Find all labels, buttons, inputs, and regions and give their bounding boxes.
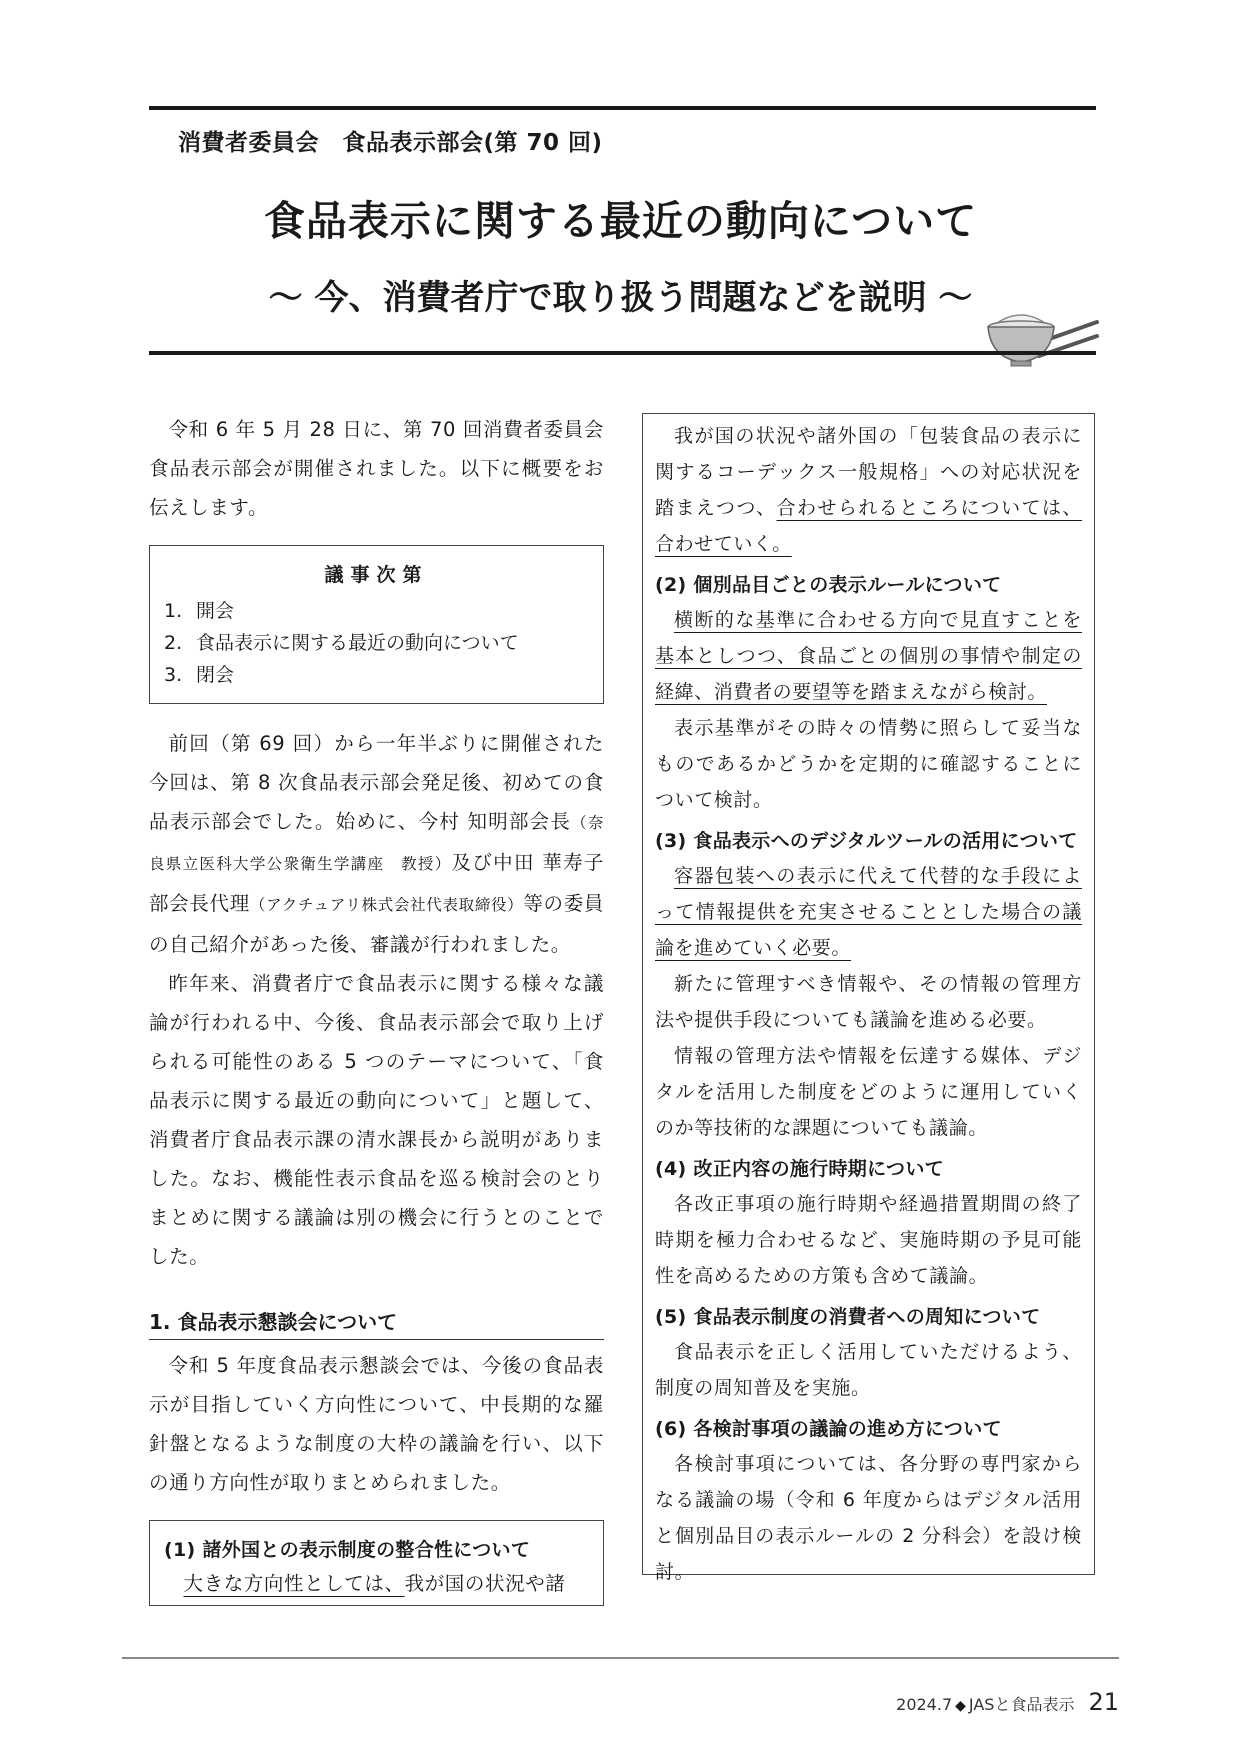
page-subtitle: ～ 今、消費者庁で取り扱う問題などを説明 ～ — [268, 278, 973, 318]
footer-issue: 2024.7 — [896, 1695, 953, 1714]
agenda-item: 2. 食品表示に関する最近の動向について — [164, 632, 519, 654]
footer-rule — [122, 1657, 1119, 1659]
direction-2-text: 横断的な基準に合わせる方向で見直すことを基本としつつ、食品ごとの個別の事情や制定の経緯、消費者の要望等を踏まえながら検討。 — [655, 609, 1082, 703]
direction-4-title: (4) 改正内容の施行時期について — [655, 1158, 944, 1180]
direction-5-title: (5) 食品表示制度の消費者への周知について — [655, 1306, 1041, 1328]
directions-box-part-2 — [642, 413, 1095, 1583]
section-paragraph: 令和 5 年度食品表示懇談会では、今後の食品表示が目指していく方向性について、中長期的な羅針盤となるような制度の大枠の議論を行い、以下の通り方向性が取りまとめられました。 — [149, 1354, 604, 1494]
direction-1-text-start: 大きな方向性としては、我が国の状況や諸 — [183, 1572, 566, 1595]
direction-1-title: (1) 諸外国との表示制度の整合性について — [164, 1539, 531, 1561]
agenda-item: 1. 開会 — [164, 600, 235, 622]
directions-box-part-1 — [149, 1520, 604, 1606]
rice-bowl-icon — [975, 300, 1100, 372]
footer-magazine: JASと食品表示 — [968, 1695, 1075, 1714]
header-label: 消費者委員会 食品表示部会(第 70 回) — [178, 130, 603, 156]
direction-1-text: 我が国の状況や諸外国の「包装食品の表示に関するコーデックス一般規格」への対応状況を踏まえつつ、合わせられるところについては、合わせていく。 — [655, 425, 1083, 555]
direction-3-text-3: 情報の管理方法や情報を伝達する媒体、デジタルを活用した制度をどのように運用していくのか等技術的な課題についても議論。 — [655, 1045, 1082, 1139]
direction-4-text: 各改正事項の施行時期や経過措置期間の終了時期を極力合わせるなど、実施時期の予見可能性を高めるための方策も含めて議論。 — [655, 1193, 1082, 1287]
direction-2-text-2: 表示基準がその時々の情勢に照らして妥当なものであるかどうかを定期的に確認することについて検討。 — [655, 717, 1082, 811]
intro-paragraph: 令和 6 年 5 月 28 日に、第 70 回消費者委員会 食品表示部会が開催されました。以下に概要をお伝えします。 — [149, 418, 625, 519]
left-column — [149, 410, 625, 1606]
agenda-box — [149, 545, 604, 704]
direction-6-text: 各検討事項については、各分野の専門家からなる議論の場（令和 6 年度からはデジタル活用と個別品目の表示ルールの 2 分科会）を設け検討。 — [655, 1453, 1082, 1583]
body-paragraph-1: 前回（第 69 回）から一年半ぶりに開催された今回は、第 8 次食品表示部会発足後、初めての食品表示部会でした。始めに、今村 知明部会長（奈良県立医科大学公衆衛生学講座 教授）及び中田 華寿子部会長代理（アクチュアリ株式会社代表取締役）等の委員の自己紹介があった後、審議が行われました。 — [149, 732, 604, 956]
page-number: 21 — [1088, 1688, 1119, 1716]
direction-5-text: 食品表示を正しく活用していただけるよう、制度の周知普及を実施。 — [655, 1341, 1082, 1399]
direction-6-title: (6) 各検討事項の議論の進め方について — [655, 1418, 1002, 1440]
body-paragraph-2: 昨年来、消費者庁で食品表示に関する様々な議論が行われる中、今後、食品表示部会で取り上げられる可能性のある 5 つのテーマについて、「食品表示に関する最近の動向について」と題して、消費者庁食品表示課の清水課長から説明がありました。なお、機能性表示食品を巡る検討会のとりまとめに関する議論は別の機会に行うとのことでした。 — [149, 972, 604, 1268]
direction-3-title: (3) 食品表示へのデジタルツールの活用について — [655, 830, 1078, 852]
header-top-rule — [149, 106, 1096, 110]
agenda-title: 議事次第 — [324, 564, 429, 586]
page-title: 食品表示に関する最近の動向について — [263, 197, 978, 245]
section-heading: 1. 食品表示懇談会について — [149, 1306, 604, 1340]
direction-2-title: (2) 個別品目ごとの表示ルールについて — [655, 574, 1002, 596]
direction-3-text-2: 新たに管理すべき情報や、その情報の管理方法や提供手段についても議論を進める必要。 — [655, 973, 1082, 1031]
agenda-item: 3. 閉会 — [164, 664, 235, 686]
direction-3-text: 容器包装への表示に代えて代替的な手段によって情報提供を充実させることとした場合の議論を進めていく必要。 — [655, 865, 1082, 959]
footer — [896, 1688, 1119, 1716]
diamond-icon: ◆ — [955, 1698, 966, 1714]
header-bottom-rule — [149, 351, 1096, 355]
